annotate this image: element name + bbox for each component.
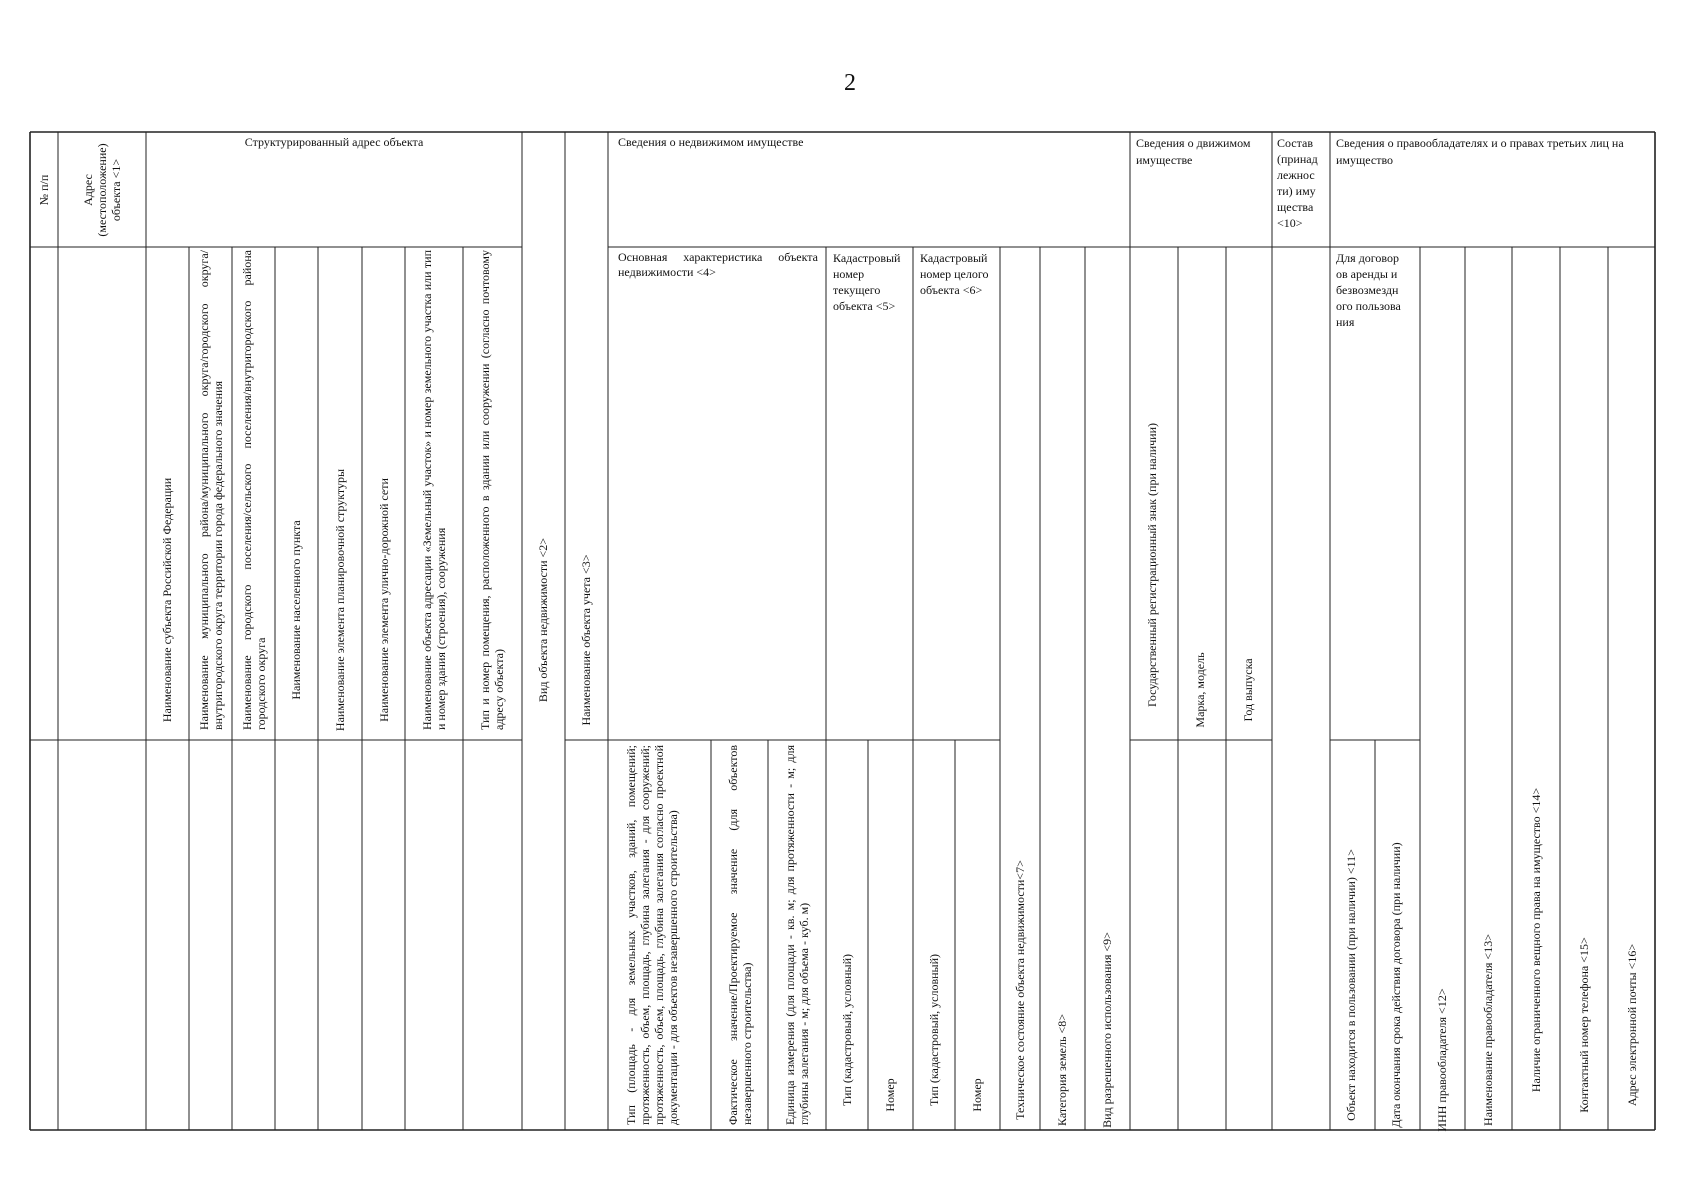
room-header: Тип и номер помещения, расположенного в здании или сооружении (согласно почтовому адресу объекта) xyxy=(478,250,506,730)
cad-whole-number-header: Номер xyxy=(970,1078,984,1112)
cad-whole-type-header: Тип (кадастровый, условный) xyxy=(927,953,941,1107)
composition-header: Состав (принадлежности) имущества <10> xyxy=(1277,136,1318,230)
inn-header: ИНН правообладателя <12> xyxy=(1435,988,1449,1132)
permitted-use-header: Вид разрешенного использования <9> xyxy=(1100,932,1114,1128)
char-value-header: Фактическое значение/Проектируемое значение (для объектов незавершенного строительства) xyxy=(726,745,754,1125)
year-header: Год выпуска xyxy=(1241,658,1255,722)
land-plot-header: Наименование объекта адресации «Земельный участок» и номер земельного участка или тип и номер здания (строения), сооружения xyxy=(420,250,448,730)
char-unit-header: Единица измерения (для площади - кв. м; для протяженности - м; для глубины залегания - м; для объема - куб. м) xyxy=(783,745,811,1125)
settlement-header: Наименование городского поселения/сельского поселения/внутригородского района городского округа xyxy=(240,250,268,730)
municipal-header: Наименование муниципального района/муниципального округа/городского округа/внутригородского округа территории города федерального значения xyxy=(197,250,225,730)
cad-current-type-header: Тип (кадастровый, условный) xyxy=(840,953,854,1107)
holders-header: Сведения о правообладателях и о правах третьих лиц на имущество xyxy=(1336,136,1624,167)
reg-sign-header: Государственный регистрационный знак (при наличии) xyxy=(1145,422,1159,708)
property-type-header: Вид объекта недвижимости <2> xyxy=(536,537,550,703)
in-use-header: Объект находится в пользовании (при наличии) <11> xyxy=(1344,849,1358,1121)
holder-name-header: Наименование правообладателя <13> xyxy=(1481,934,1495,1126)
row-number-header: № п/п xyxy=(37,174,51,206)
street-header: Наименование элемента улично-дорожной сети xyxy=(377,478,391,722)
planning-header: Наименование элемента планировочной структуры xyxy=(333,468,347,732)
land-category-header: Категория земель <8> xyxy=(1055,1014,1069,1126)
main-characteristic-header: Основная характеристика объекта недвижимости <4> xyxy=(618,250,818,279)
lease-header: Для договоров аренды и безвозмездного пользования xyxy=(1336,251,1401,329)
cadastral-whole-header: Кадастровый номер целого объекта <6> xyxy=(920,251,989,297)
page-number: 2 xyxy=(844,70,856,96)
limited-right-header: Наличие ограниченного вещного права на имущество <14> xyxy=(1529,787,1543,1093)
structured-address-header: Структурированный адрес объекта xyxy=(244,135,424,149)
real-estate-header: Сведения о недвижимом имуществе xyxy=(618,135,804,149)
brand-header: Марка, модель xyxy=(1193,652,1207,728)
char-type-header: Тип (площадь - для земельных участков, зданий, помещений; протяженность, объем, площадь, глубина залегания - для сооружений; протяженность, объем, площадь, глубина залегания согласно проектной документации - для объектов незавершенного строительства) xyxy=(624,745,680,1125)
accounting-object-header: Наименование объекта учета <3> xyxy=(579,554,593,726)
phone-header: Контактный номер телефона <15> xyxy=(1577,937,1591,1113)
address-header: Адрес (местоположение) объекта <1> xyxy=(81,143,123,237)
contract-end-header: Дата окончания срока действия договора (при наличии) xyxy=(1389,842,1403,1128)
tech-state-header: Техническое состояние объекта недвижимости<7> xyxy=(1013,860,1027,1120)
movable-header: Сведения о движимом имуществе xyxy=(1136,136,1251,167)
email-header: Адрес электронной почты <16> xyxy=(1625,943,1639,1107)
cad-current-number-header: Номер xyxy=(883,1078,897,1112)
cadastral-current-header: Кадастровый номер текущего объекта <5> xyxy=(833,251,901,313)
locality-header: Наименование населенного пункта xyxy=(289,520,303,700)
subject-rf-header: Наименование субъекта Российской Федерации xyxy=(160,477,174,723)
